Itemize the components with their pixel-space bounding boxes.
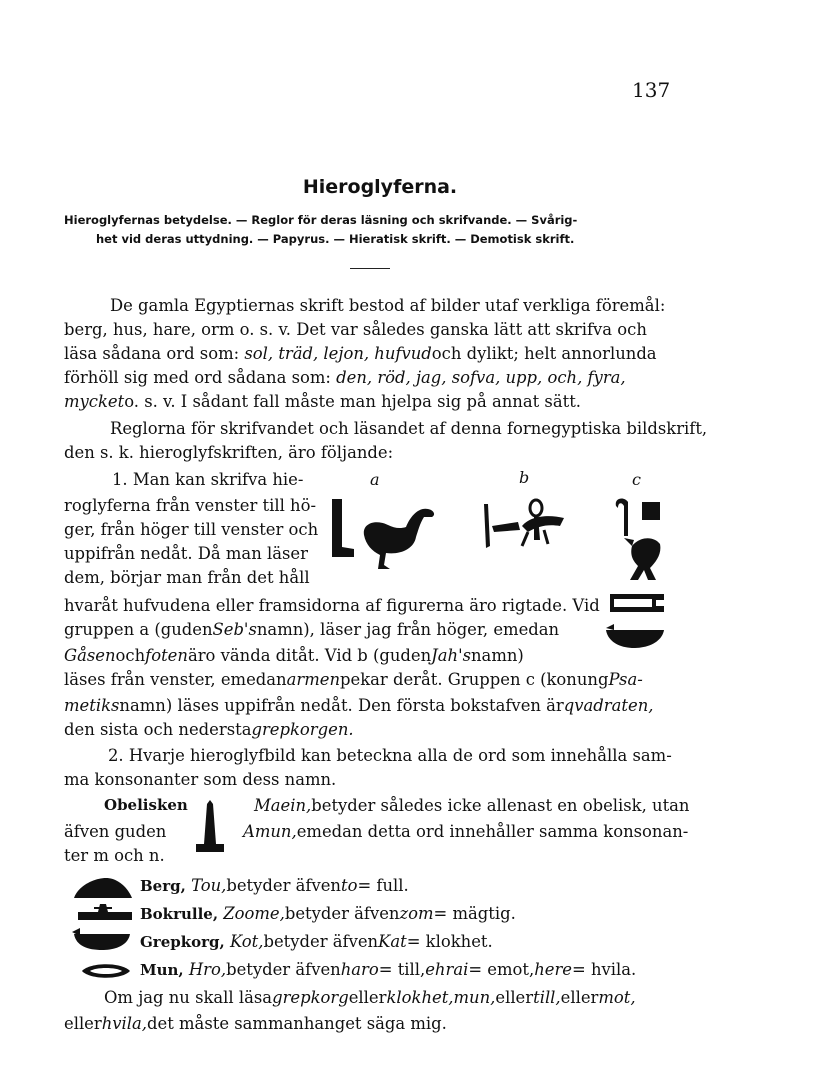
figure-label-b: b xyxy=(519,468,530,487)
para1-line4: förhöll sig med ord sådana som: den, röd, jag, sofva, upp, och, fyra, xyxy=(64,368,626,387)
para1-line5: mycket o. s. v. I sådant fall måste man hjelpa sig på annat sätt. xyxy=(64,392,581,411)
scroll-glyph-icon xyxy=(76,902,134,924)
example-berg: Berg, Tou, betyder äfven to = full. xyxy=(140,876,409,895)
obelisk-line2a: äfven guden xyxy=(64,822,167,841)
page-number: 137 xyxy=(632,78,671,102)
rule1-line11: den sista och nedersta grepkorgen. xyxy=(64,720,354,739)
hieroglyph-group-b-icon xyxy=(478,496,570,558)
basket-glyph-icon xyxy=(604,624,666,650)
rule1-line4: uppifrån nedåt. Då man läser xyxy=(64,544,308,563)
rule2-line1: 2. Hvarje hieroglyfbild kan beteckna alla de ord som innehålla sam- xyxy=(108,746,672,765)
obelisk-name: Obelisken xyxy=(104,796,188,814)
rule1-line5: dem, börjar man från det håll xyxy=(64,568,310,587)
obelisk-line1: Maein, betyder således icke allenast en obelisk, utan xyxy=(254,796,690,815)
obelisk-glyph-icon xyxy=(194,800,226,854)
basket-glyph-2-icon xyxy=(70,928,132,952)
para2-line2: den s. k. hieroglyfskriften, äro följande: xyxy=(64,443,394,462)
rule1-line9: läses från venster, emedan armen pekar deråt. Gruppen c (konung Psa- xyxy=(64,670,643,689)
example-grepkorg: Grepkorg, Kot, betyder äfven Kat = klokhet. xyxy=(140,932,493,951)
para1-line2: berg, hus, hare, orm o. s. v. Det var således ganska lätt att skrifva och xyxy=(64,320,647,339)
closing-line2: eller hvila, det måste sammanhanget säga mig. xyxy=(64,1014,447,1033)
example-mun: Mun, Hro, betyder äfven haro = till, ehrai = emot, here = hvila. xyxy=(140,960,637,979)
rule1-line10: metiks namn) läses uppifrån nedåt. Den första bokstafven är qvadraten, xyxy=(64,696,654,715)
obelisk-line3: ter m och n. xyxy=(64,846,165,865)
rule1-line7: gruppen a (guden Seb's namn), läser jag från höger, emedan xyxy=(64,620,560,639)
example-bokrulle: Bokrulle, Zoome, betyder äfven zom = mägtig. xyxy=(140,904,516,923)
rule1-line3: ger, från höger till venster och xyxy=(64,520,319,539)
para1-line3: läsa sådana ord som: sol, träd, lejon, hufvud och dylikt; helt annorlunda xyxy=(64,344,657,363)
rule1-line6: hvaråt hufvudena eller framsidorna af figurerna äro rigtade. Vid xyxy=(64,596,600,615)
rule2-line2: ma konsonanter som dess namn. xyxy=(64,770,337,789)
para1-line1: De gamla Egyptiernas skrift bestod af bilder utaf verkliga föremål: xyxy=(110,296,666,315)
rule1-line8: Gåsen och foten äro vända ditåt. Vid b (guden Jah's namn) xyxy=(64,646,524,665)
obelisk-line2: Amun, emedan detta ord innehåller samma konsonan- xyxy=(243,822,689,841)
figure-label-a: a xyxy=(370,470,380,489)
mountain-glyph-icon xyxy=(72,876,134,900)
rule1-line2: roglyferna från venster till hö- xyxy=(64,496,317,515)
figure-label-c: c xyxy=(632,470,641,489)
para2-line1: Reglorna för skrifvandet och läsandet af denna fornegyptiska bildskrift, xyxy=(110,419,708,438)
closing-line1: Om jag nu skall läsa grepkorg eller klokhet, mun, eller till, eller mot, xyxy=(104,988,636,1007)
summary-line-1: Hieroglyfernas betydelse. — Reglor för deras läsning och skrifvande. — Svårig- xyxy=(64,213,578,227)
rule1-line1: 1. Man kan skrifva hie- xyxy=(112,470,304,489)
mouth-glyph-icon xyxy=(606,590,668,616)
divider-rule xyxy=(350,268,390,269)
hieroglyph-group-a-icon xyxy=(328,495,440,575)
chapter-title: Hieroglyferna. xyxy=(302,176,458,198)
mouth-glyph-2-icon xyxy=(80,960,132,982)
summary-line-2: het vid deras uttydning. — Papyrus. — Hieratisk skrift. — Demotisk skrift. xyxy=(96,232,575,246)
hieroglyph-group-c-icon xyxy=(610,496,670,584)
